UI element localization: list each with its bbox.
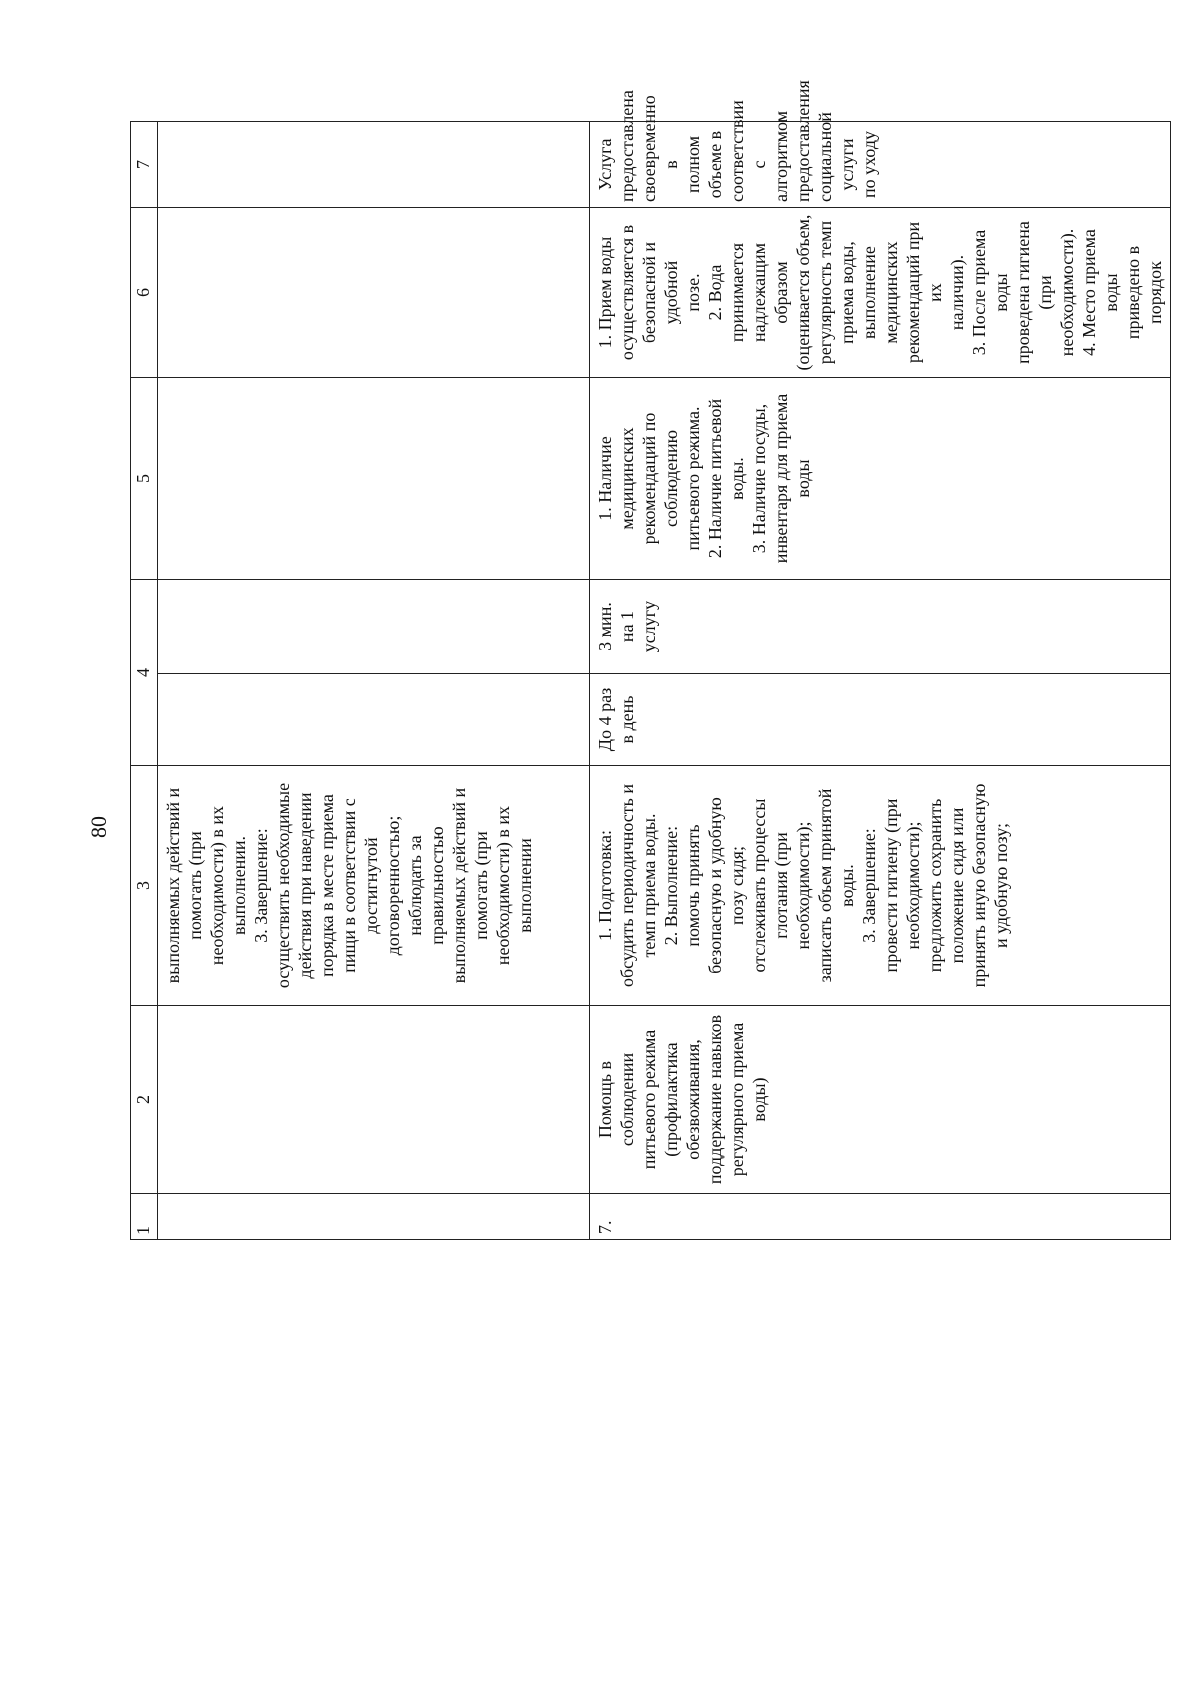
services-table	[130, 80, 1171, 1240]
rotated-table-container	[130, 80, 1165, 1240]
cell-row7-frequency: До 4 раз в день	[590, 674, 1171, 766]
cell-continuation-col3: выполняемых действий и помогать (при необходимости) в их выполнении. 3. Завершение: осуществить необходимые действия при наведении порядка в месте приема пищи в соответствии с достигнутой договоренностью; наблюдать за правильностью выполняемых действий и помогать (при необходимости) в их выполнении	[158, 766, 590, 1006]
cell-continuation-col4a	[158, 674, 590, 766]
cell-continuation-col6	[158, 208, 590, 378]
cell-continuation-col4b	[158, 580, 590, 674]
cell-continuation-col1	[158, 1194, 590, 1240]
cell-continuation-col7	[158, 122, 590, 208]
header-row	[131, 122, 158, 1240]
page-number: 80	[86, 816, 111, 838]
cell-row7-duration: 3 мин. на 1 услугу	[590, 580, 1171, 674]
header-col-6: 6	[131, 208, 158, 378]
cell-row7-procedure: 1. Подготовка: обсудить периодичность и темп приема воды. 2. Выполнение: помочь принять безопасную и удобную позу сидя; отслеживать процессы глотания (при необходимости); записать объем принятой воды. 3. Завершение: провести гигиену (при необходимости); предложить сохранить положение сидя или принять иную безопасную и удобную позу;	[590, 766, 1171, 1006]
table-row-continuation	[158, 122, 590, 1240]
cell-row7-number: 7.	[590, 1194, 1171, 1240]
header-col-3: 3	[131, 766, 158, 1006]
header-col-4: 4	[131, 580, 158, 766]
cell-row7-result: Услуга предоставлена своевременно в полном объеме в соответствии с алгоритмом предоставления социальной услуги по уходу	[590, 122, 1171, 208]
header-col-7: 7	[131, 122, 158, 208]
table-row-7	[590, 122, 1171, 1240]
header-col-2: 2	[131, 1006, 158, 1194]
cell-row7-quality-indicators: 1. Прием воды осуществляется в безопасной и удобной позе. 2. Вода принимается надлежащим образом (оценивается объем, регулярность темп приема воды, выполнение медицинских рекомендаций при их наличии). 3. После приема воды проведена гигиена (при необходимости). 4. Место приема воды приведено в порядок	[590, 208, 1171, 378]
cell-continuation-col5	[158, 378, 590, 580]
header-col-1: 1	[131, 1194, 158, 1240]
cell-continuation-col2	[158, 1006, 590, 1194]
cell-row7-service-name: Помощь в соблюдении питьевого режима (профилактика обезвоживания, поддержание навыков регулярного приема воды)	[590, 1006, 1171, 1194]
header-col-5: 5	[131, 378, 158, 580]
cell-row7-conditions: 1. Наличие медицинских рекомендаций по соблюдению питьевого режима. 2. Наличие питьевой воды. 3. Наличие посуды, инвентаря для приема воды	[590, 378, 1171, 580]
